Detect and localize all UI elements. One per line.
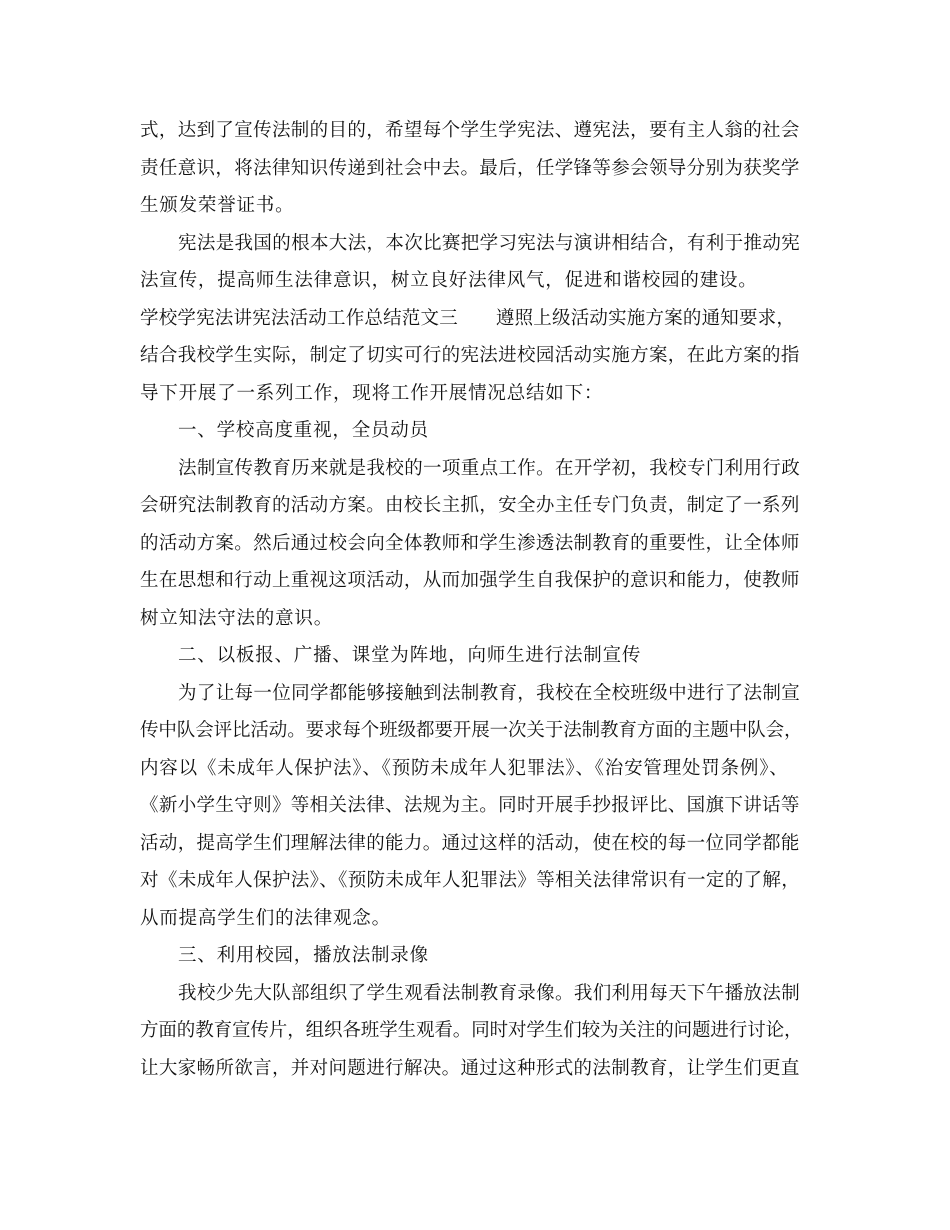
- body-line: 导下开展了一系列工作，现将工作开展情况总结如下：: [140, 383, 604, 404]
- body-line: 法宣传，提高师生法律意识，树立良好法律风气，促进和谐校园的建设。: [140, 270, 758, 291]
- paragraph-first-line: 法制宣传教育历来就是我校的一项重点工作。在开学初，我校专门利用行政: [178, 458, 801, 479]
- body-line: 传中队会评比活动。要求每个班级都要开展一次关于法制教育方面的主题中队会，: [140, 720, 803, 741]
- body-line: 方面的教育宣传片，组织各班学生观看。同时对学生们较为关注的问题进行讨论，: [140, 1020, 803, 1041]
- paragraph-first-line: 宪法是我国的根本大法，本次比赛把学习宪法与演讲相结合，有利于推动宪: [178, 233, 801, 254]
- paragraph-first-line: 我校少先大队部组织了学生观看法制教育录像。我们利用每天下午播放法制: [178, 983, 801, 1004]
- paragraph-first-line: 为了让每一位同学都能够接触到法制教育，我校在全校班级中进行了法制宣: [178, 683, 801, 704]
- body-line: 让大家畅所欲言，并对问题进行解决。通过这种形式的法制教育，让学生们更直: [140, 1058, 800, 1079]
- body-line: 的活动方案。然后通过校会向全体教师和学生渗透法制教育的重要性，让全体师: [140, 533, 800, 554]
- section-first-sentence: 遵照上级活动实施方案的通知要求，: [495, 308, 796, 329]
- heading-two: 二、以板报、广播、课堂为阵地，向师生进行法制宣传: [178, 645, 642, 666]
- body-line: 会研究法制教育的活动方案。由校长主抓，安全办主任专门负责，制定了一系列: [140, 495, 800, 516]
- body-line: 生在思想和行动上重视这项活动，从而加强学生自我保护的意识和能力，使教师: [140, 570, 800, 591]
- body-line: 对《未成年人保护法》、《预防未成年人犯罪法》等相关法律常识有一定的了解，: [140, 870, 801, 891]
- body-line: 树立知法守法的意识。: [140, 608, 334, 629]
- section-title-line: [140, 304, 795, 334]
- body-line: 从而提高学生们的法律观念。: [140, 908, 391, 929]
- body-line: 结合我校学生实际，制定了切实可行的宪法进校园活动实施方案，在此方案的指: [140, 345, 800, 366]
- heading-three: 三、利用校园，播放法制录像: [178, 945, 429, 966]
- body-line: 内容以《未成年人保护法》、《预防未成年人犯罪法》、《治安管理处罚条例》、: [140, 758, 789, 779]
- body-line: 式，达到了宣传法制的目的，希望每个学生学宪法、遵宪法，要有主人翁的社会: [140, 120, 800, 141]
- section-title: 学校学宪法讲宪法活动工作总结范文三: [140, 308, 458, 329]
- body-line: 《新小学生守则》等相关法律、法规为主。同时开展手抄报评比、国旗下讲话等: [140, 795, 800, 816]
- heading-one: 一、学校高度重视，全员动员: [178, 420, 429, 441]
- body-line: 责任意识，将法律知识传递到社会中去。最后，任学锋等参会领导分别为获奖学: [140, 158, 800, 179]
- body-line: 生颁发荣誉证书。: [140, 195, 295, 216]
- body-line: 活动，提高学生们理解法律的能力。通过这样的活动，使在校的每一位同学都能: [140, 833, 800, 854]
